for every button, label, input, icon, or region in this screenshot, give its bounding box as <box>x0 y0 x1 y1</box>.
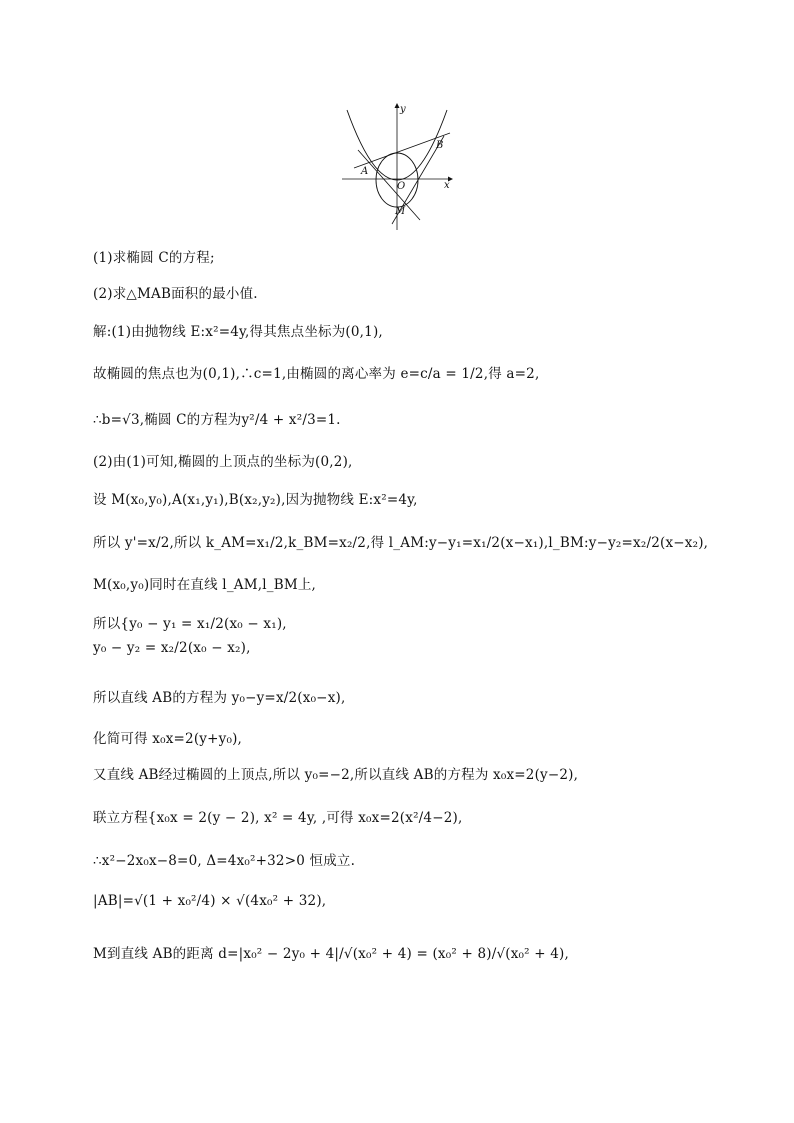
tangent-line-am <box>358 150 420 220</box>
solution-line-7: M(x₀,y₀)同时在直线 l_AM,l_BM上, <box>93 577 317 593</box>
label-x: x <box>444 180 450 191</box>
label-m: M <box>395 206 406 217</box>
label-a: A <box>361 166 369 177</box>
label-b: B <box>436 140 444 151</box>
solution-line-1: 解:(1)由抛物线 E:x²=4y,得其焦点坐标为(0,1), <box>93 324 383 340</box>
solution-line-3: ∴b=√3,椭圆 C的方程为y²/4 + x²/3=1. <box>93 412 341 428</box>
solution-line-12: ∴x²−2x₀x−8=0, Δ=4x₀²+32>0 恒成立. <box>93 853 356 869</box>
label-o: O <box>397 181 406 192</box>
solution-line-9: 化简可得 x₀x=2(y+y₀), <box>93 731 243 747</box>
solution-line-2: 故椭圆的焦点也为(0,1),∴c=1,由椭圆的离心率为 e=c/a = 1/2,得 a=2, <box>93 366 540 382</box>
system-line-2: y₀ − y₂ = x₂/2(x₀ − x₂), <box>93 640 251 656</box>
parabola-ellipse-figure <box>340 100 456 232</box>
question-part-2: (2)求△MAB面积的最小值. <box>93 286 258 302</box>
question-part-1: (1)求椭圆 C的方程; <box>93 250 215 266</box>
solution-line-13: |AB|=√(1 + x₀²/4) × √(4x₀² + 32), <box>93 893 327 909</box>
solution-line-11: 联立方程{x₀x = 2(y − 2), x² = 4y, ,可得 x₀x=2(x²/4−2), <box>93 810 463 826</box>
solution-line-8: 所以直线 AB的方程为 y₀−y=x/2(x₀−x), <box>93 690 346 706</box>
system-line-1: 所以{y₀ − y₁ = x₁/2(x₀ − x₁), <box>93 616 287 632</box>
solution-line-14: M到直线 AB的距离 d=|x₀² − 2y₀ + 4|/√(x₀² + 4) = (x₀² + 8)/√(x₀² + 4), <box>93 946 570 962</box>
y-axis-arrow <box>395 103 400 108</box>
solution-line-4: (2)由(1)可知,椭圆的上顶点的坐标为(0,2), <box>93 454 353 470</box>
solution-line-10: 又直线 AB经过椭圆的上顶点,所以 y₀=−2,所以直线 AB的方程为 x₀x=2(y−2), <box>93 767 579 783</box>
label-y: y <box>400 104 406 115</box>
solution-line-5: 设 M(x₀,y₀),A(x₁,y₁),B(x₂,y₂),因为抛物线 E:x²=4y, <box>93 492 418 508</box>
solution-line-6: 所以 y'=x/2,所以 k_AM=x₁/2,k_BM=x₂/2,得 l_AM:y−y₁=x₁/2(x−x₁),l_BM:y−y₂=x₂/2(x−x₂), <box>93 535 709 551</box>
